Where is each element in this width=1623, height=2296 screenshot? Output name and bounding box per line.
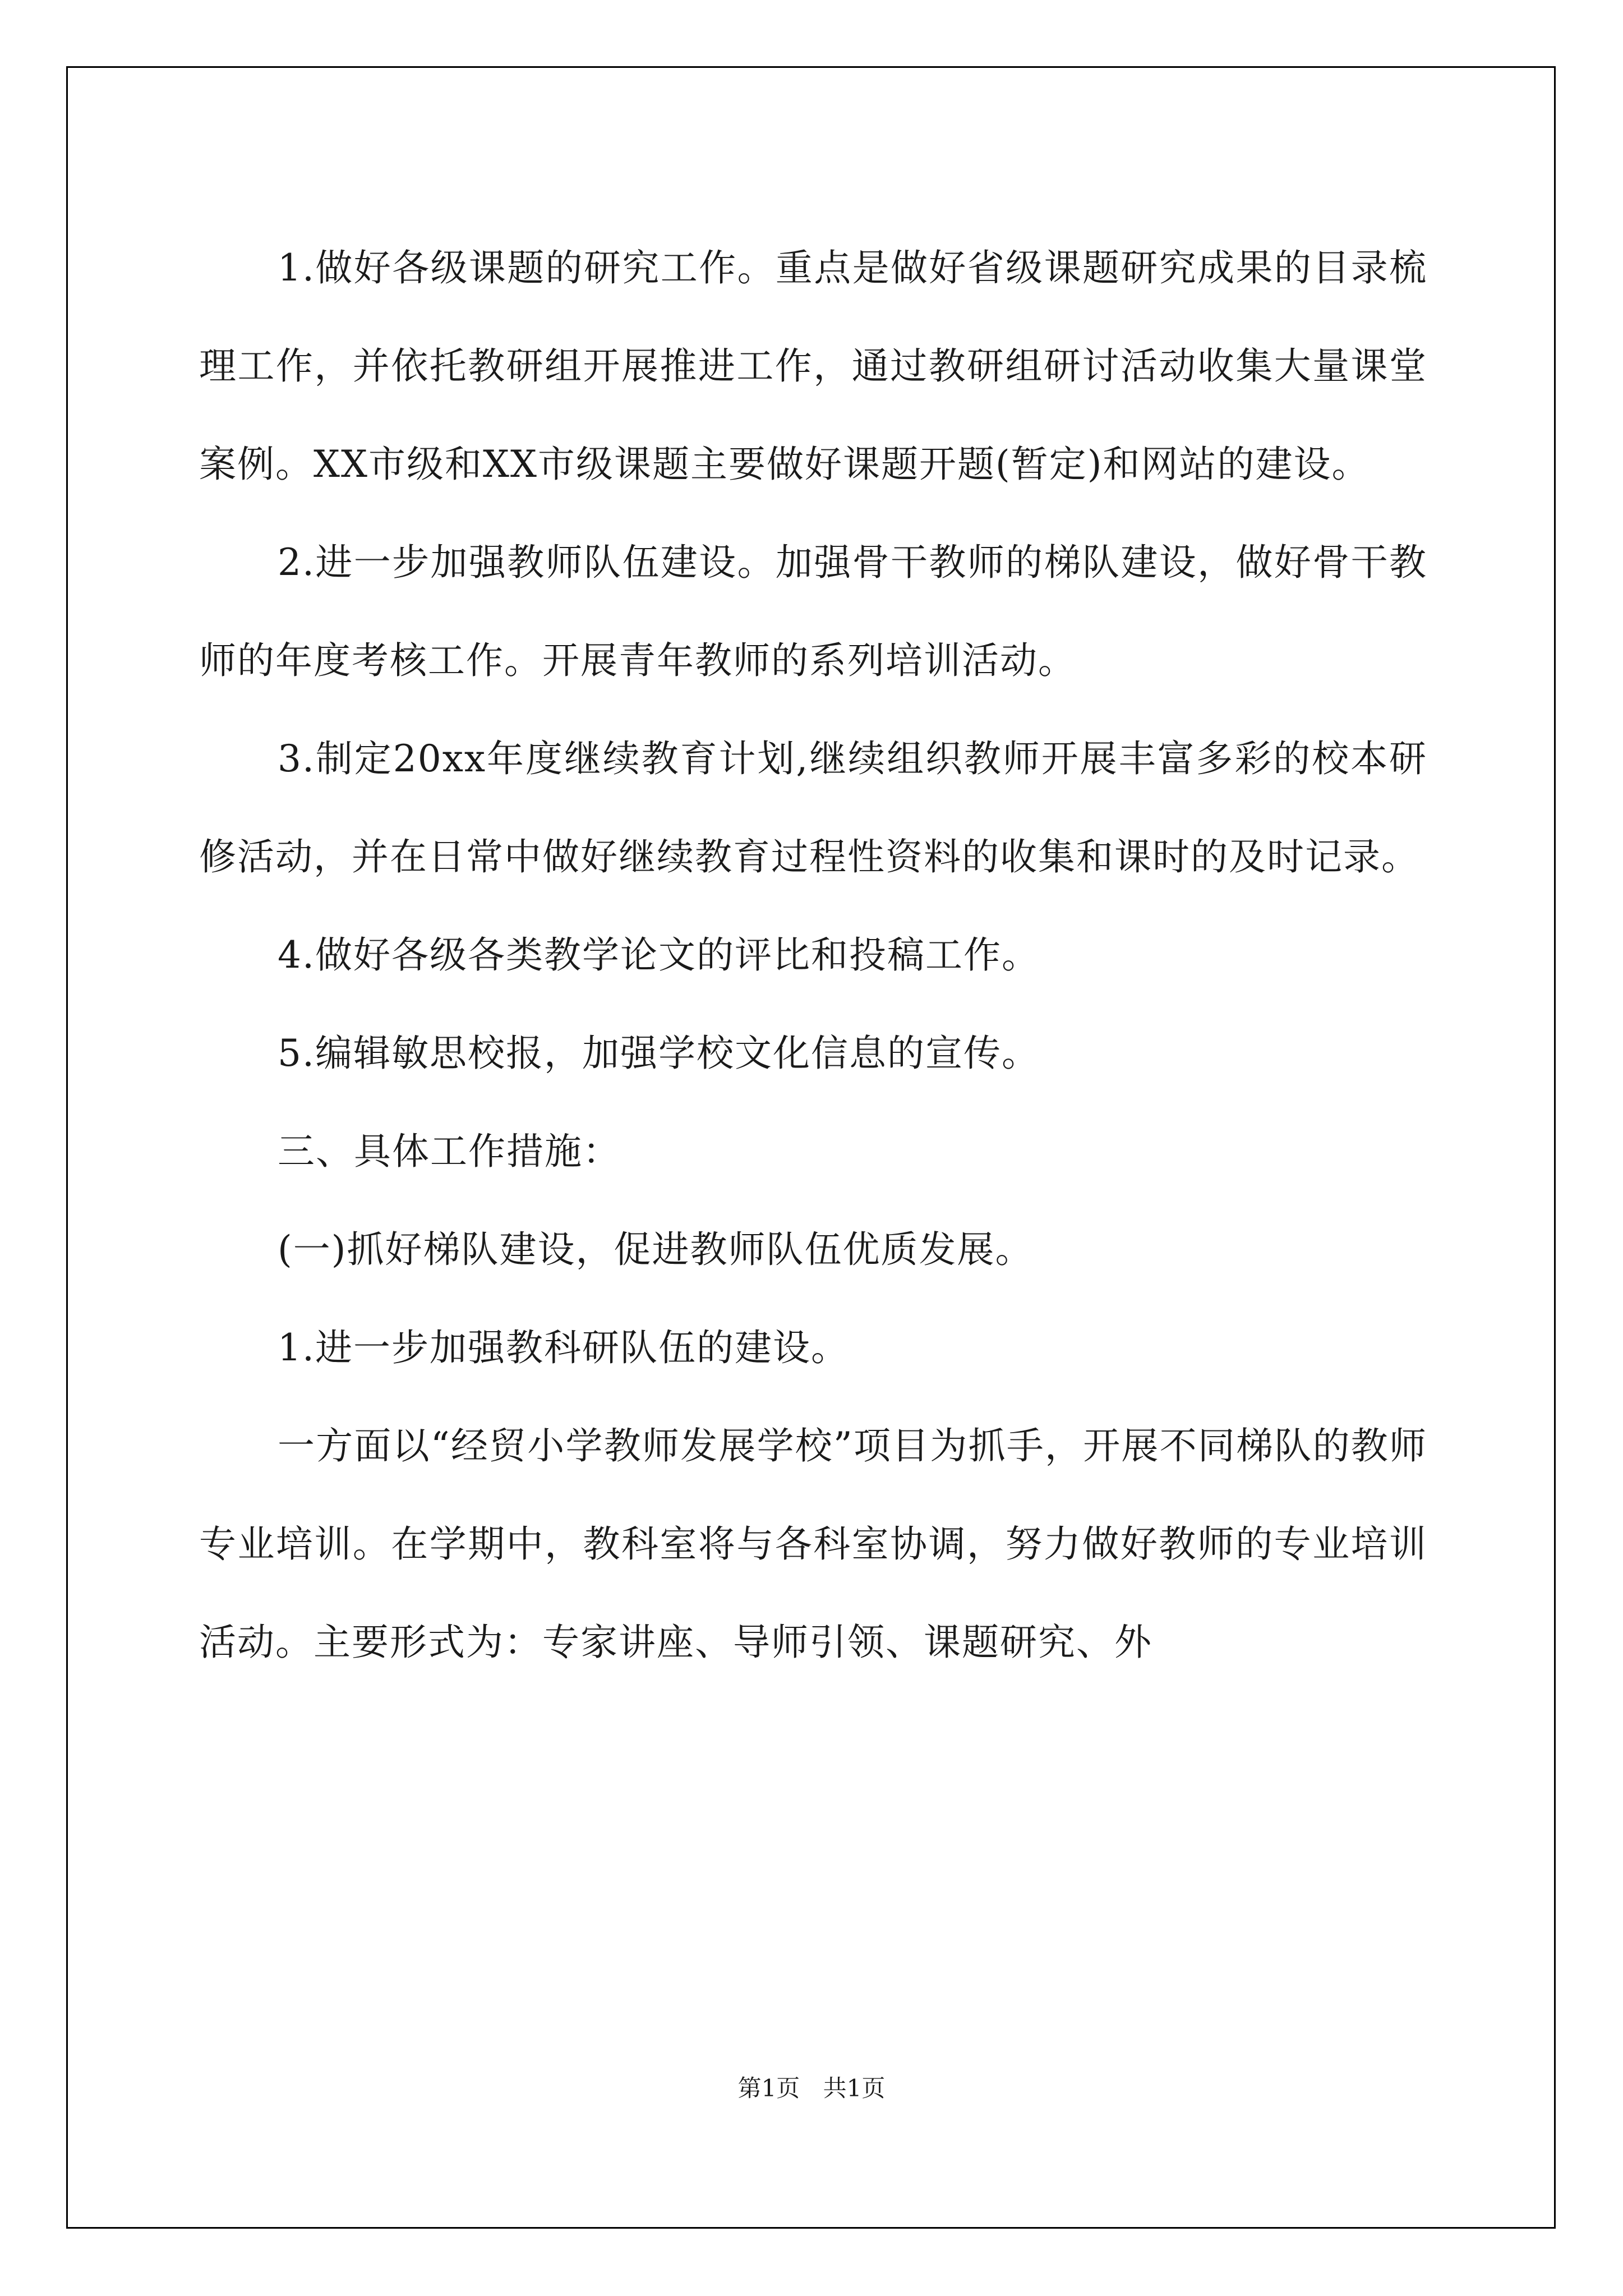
paragraph: 1.做好各级课题的研究工作。重点是做好省级课题研究成果的目录梳理工作，并依托教研组开展推进工作，通过教研组研讨活动收集大量课堂案例。XX市级和XX市级课题主要做好课题开题(暂定)和网站的建设。: [199, 246, 1427, 486]
paragraph: 1.进一步加强教科研队伍的建设。: [278, 1326, 849, 1369]
page-footer: [0, 2070, 1623, 2104]
paragraph: 2.进一步加强教师队伍建设。加强骨干教师的梯队建设，做好骨干教师的年度考核工作。开展青年教师的系列培训活动。: [199, 541, 1427, 682]
page-number: 第1页: [737, 2074, 800, 2102]
section-heading: 三、具体工作措施：: [278, 1130, 621, 1173]
paragraph: 5.编辑敏思校报，加强学校文化信息的宣传。: [278, 1032, 1040, 1075]
subsection-heading: (一)抓好梯队建设，促进教师队伍优质发展。: [278, 1228, 1034, 1271]
paragraph: 一方面以“经贸小学教师发展学校”项目为抓手，开展不同梯队的教师专业培训。在学期中，教科室将与各科室协调，努力做好教师的专业培训活动。主要形式为：专家讲座、导师引领、课题研究、外: [199, 1424, 1427, 1664]
paragraph: 4.做好各级各类教学论文的评比和投稿工作。: [278, 933, 1040, 977]
document-body: [199, 219, 1427, 1691]
paragraph: 3.制定20xx年度继续教育计划,继续组织教师开展丰富多彩的校本研修活动，并在日常中做好继续教育过程性资料的收集和课时的及时记录。: [199, 737, 1427, 878]
page-total: 共1页: [823, 2074, 886, 2102]
